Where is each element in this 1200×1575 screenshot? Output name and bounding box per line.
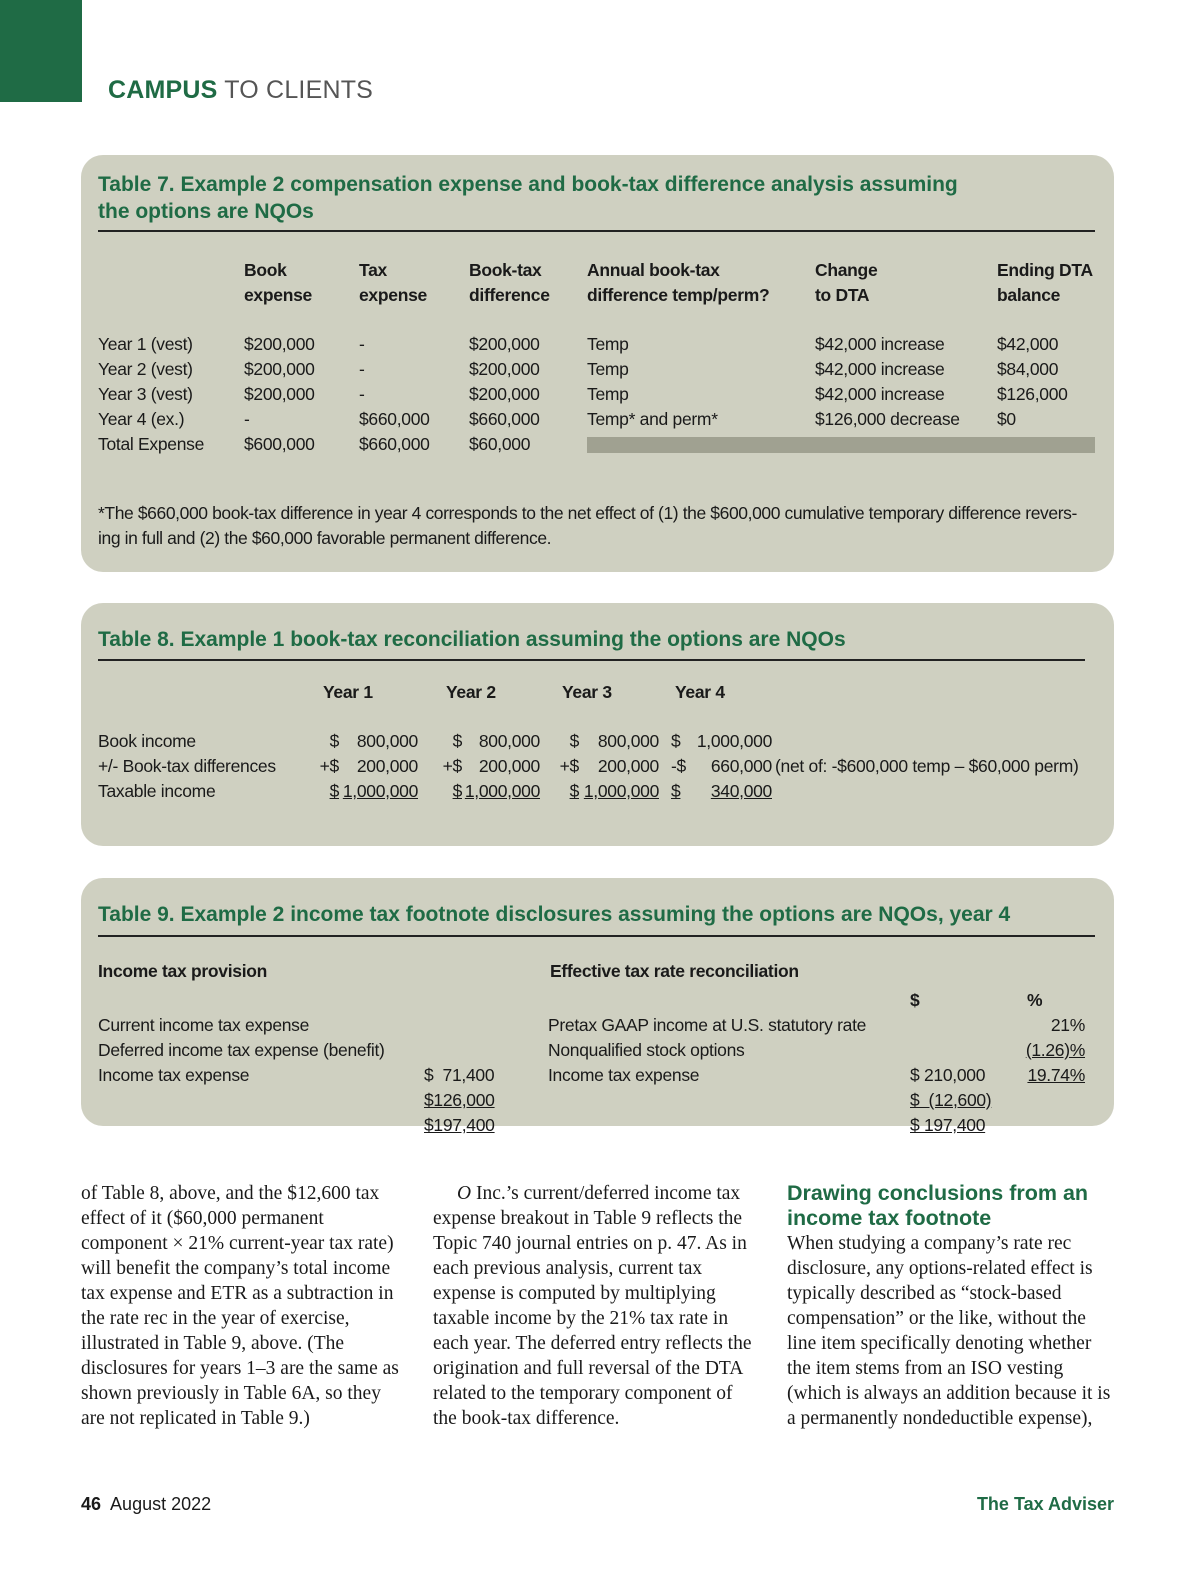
body-column-3 — [787, 1181, 1117, 1431]
body-paragraph: of Table 8, above, and the $12,600 tax effect of it ($60,000 permanent component × 21% current-year tax rate) will benefit the company’s total income tax expense and ETR as a subtraction in the rate rec in the year of exercise, illustrated in Table 9, above. (The disclosures for years 1–3 are the same as shown previously in Table 6A, so they are not replicated in Table 9.) — [81, 1183, 399, 1429]
table-9-panel — [81, 878, 1114, 1135]
t9-etr-percents: 21% (1.26)% 19.74% — [1025, 1015, 1085, 1085]
t7-footnote: *The $660,000 book-tax difference in year 4 corresponds to the net effect of (1) the $600,000 cumulative temporary difference revers-ing in full and (2) the $60,000 favorable permanent difference. — [98, 503, 1077, 548]
t7-header-ending: Ending DTA balance — [997, 260, 1093, 305]
table-7-panel — [81, 155, 1114, 572]
section-heading: CAMPUS TO CLIENTS — [108, 76, 374, 104]
t7-header-tax: Tax expense — [359, 260, 427, 305]
t7-header-tempperm: Annual book-tax difference temp/perm? — [587, 260, 770, 305]
t9-pct-col-head: % — [1027, 990, 1043, 1010]
body-column-1 — [81, 1181, 406, 1431]
body-paragraph: O Inc.’s current/deferred income tax expense breakout in Table 9 reflects the Topic 740 journal entries on p. 47. As in each previous analysis, current tax expense is computed by multiplying taxable income by the 21% tax rate in each year. The deferred entry reflects the origination and full reversal of the DTA related to the temporary component of the book-tax difference. — [433, 1183, 752, 1429]
t8-y3-sign: $ +$ $ — [559, 731, 579, 801]
table-7-rule — [98, 230, 1095, 232]
t7-col-change: $42,000 increase $42,000 increase $42,000 increase $126,000 decrease — [815, 334, 960, 429]
t8-header-year1: Year 1 — [323, 682, 373, 702]
t7-col-book: $200,000 $200,000 $200,000 - $600,000 — [244, 334, 315, 454]
t7-header-book: Book expense — [244, 260, 312, 305]
t8-y2-value: 800,000 200,000 1,000,000 — [464, 731, 540, 801]
body-column-2 — [433, 1181, 761, 1431]
t7-col-ending: $42,000 $84,000 $126,000 $0 — [997, 334, 1068, 429]
magazine-name: The Tax Adviser — [976, 1494, 1114, 1514]
t7-total-shade-bar — [587, 437, 1095, 453]
table-7-title: Table 7. Example 2 compensation expense and book-tax difference analysis assuming the options are NQOs — [98, 173, 958, 223]
t9-dollar-col-head: $ — [910, 990, 920, 1010]
subsection-heading: Drawing conclusions from an income tax footnote — [787, 1181, 1089, 1230]
t8-y3-value: 800,000 200,000 1,000,000 — [583, 731, 659, 801]
t7-header-diff: Book-tax difference — [469, 260, 550, 305]
t9-provision-labels: Current income tax expense Deferred income tax expense (benefit) Income tax expense — [98, 1015, 385, 1085]
table-9-title: Table 9. Example 2 income tax footnote disclosures assuming the options are NQOs, year 4 — [98, 903, 1011, 926]
t8-y4-sign: $ -$ $ — [671, 731, 686, 801]
t8-header-year3: Year 3 — [562, 682, 612, 702]
t7-header-change: Change to DTA — [815, 260, 878, 305]
t8-y4-value: 1,000,000 660,000 340,000 — [696, 731, 772, 801]
table-8-title: Table 8. Example 1 book-tax reconciliation assuming the options are NQOs — [98, 628, 846, 651]
t9-etr-labels: Pretax GAAP income at U.S. statutory rate Nonqualified stock options Income tax expense — [548, 1015, 867, 1085]
t9-provision-values: $ 71,400 $126,000 $197,400 — [424, 1065, 495, 1135]
t8-y2-sign: $ +$ $ — [442, 731, 462, 801]
table-9-rule — [98, 935, 1095, 937]
body-paragraph: When studying a company’s rate rec disclosure, any options-related effect is typically described as “stock-based compensation” or the like, without the line item specifically denoting whether the item stems from an ISO vesting (which is always an addition because it is a permanently nondeductible expense), — [787, 1233, 1111, 1429]
t7-col-label: Year 1 (vest) Year 2 (vest) Year 3 (vest) Year 4 (ex.) Total Expense — [98, 334, 205, 454]
t9-etr-dollars: $ 210,000 $ (12,600) $ 197,400 — [910, 1065, 992, 1135]
t8-y4-net-note: (net of: -$600,000 temp – $60,000 perm) — [775, 756, 1079, 776]
t8-col-label: Book income +/- Book-tax differences Taxable income — [98, 731, 276, 801]
t8-y1-sign: $ +$ $ — [319, 731, 339, 801]
t8-header-year2: Year 2 — [446, 682, 496, 702]
t8-y1-value: 800,000 200,000 1,000,000 — [342, 731, 418, 801]
t7-col-diff: $200,000 $200,000 $200,000 $660,000 $60,000 — [469, 334, 540, 454]
t9-etr-heading: Effective tax rate reconciliation — [550, 961, 799, 981]
t9-provision-heading: Income tax provision — [98, 961, 268, 981]
corner-accent-block — [0, 0, 82, 102]
t7-col-tempperm: Temp Temp Temp Temp* and perm* — [587, 334, 718, 429]
t7-col-tax: - - - $660,000 $660,000 — [359, 334, 430, 454]
t8-header-year4: Year 4 — [675, 682, 725, 702]
table-8-panel — [81, 603, 1114, 846]
page-footer-left: 46 August 2022 — [81, 1494, 212, 1514]
table-8-rule — [98, 659, 1085, 661]
